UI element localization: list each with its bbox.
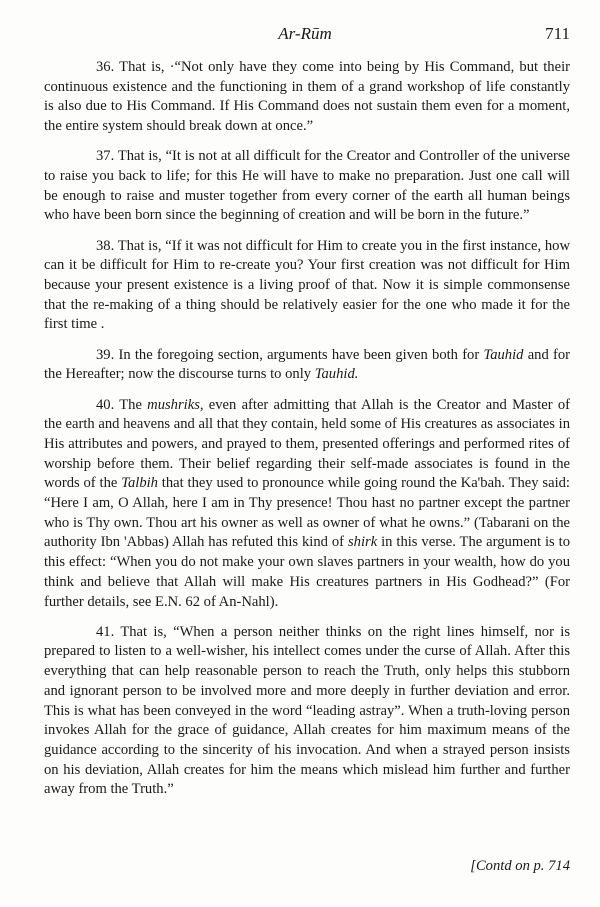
note-number: 40. (96, 396, 115, 413)
note-paragraph (44, 147, 570, 226)
note-text: The (119, 396, 148, 413)
note-text: in this verse. The argument is to this effect: “When you do not make your own slaves partners in your wealth, how do you think and believe that Allah will make His creatures partners in His Godhead?” (For further details, see E.N. 62 of An-Nahl). (44, 534, 570, 610)
note-text: even after admitting that Allah is the Creator and Master of the earth and heavens and all that they contain, held some of His creatures as associates in His attributes and powers, and prayed to them, presented offerings and performed rites of worship before them. Their belief regarding their self-made associates is found in the words of the (44, 396, 570, 492)
note-number: 41. (96, 623, 115, 640)
page-number: 711 (545, 24, 570, 43)
note-paragraph (44, 623, 570, 800)
note-number: 38. (96, 237, 115, 254)
italic-term: Talbih (121, 475, 158, 492)
note-text: that they used to pronounce while going round the Ka'bah. They said: “Here I am, O Allah, here I am in Thy presence! Thou hast no partner except the partner who is Thy own. Thou art his owner as well as owner of what he owns.” (Tabarani on the authority Ibn 'Abbas) Allah has refuted this kind of (44, 475, 570, 551)
note-paragraph (44, 346, 570, 385)
note-text: That is, “It is not at all difficult for the Creator and Controller of the universe to raise you back to life; for this He will have to make no preparation. Just one call will be enough to raise and muster together from every corner of the earth all human beings who have been born since the beginning of creation and will be born in the future.” (44, 148, 570, 224)
note-number: 39. (96, 346, 115, 363)
italic-term: Tauhid. (314, 366, 359, 383)
note-text: and for the Hereafter; now the discourse turns to only (44, 346, 571, 383)
note-paragraph (44, 58, 570, 137)
note-number: 36. (96, 59, 115, 75)
note-number: 37. (96, 148, 115, 165)
note-paragraph (44, 237, 570, 336)
note-paragraph (44, 396, 570, 613)
italic-term: mushriks, (147, 396, 204, 413)
italic-term: Tauhid (483, 346, 524, 363)
note-text: In the foregoing section, arguments have been given both for (118, 346, 484, 363)
note-text: That is, “When a person neither thinks on the right lines himself, nor is prepared to listen to a well-wisher, his intellect comes under the curse of Allah. After this everything that can help reasonable person to reach the Truth, only helps this stubborn and ignorant person to be involved more and more deeply in further deviation and error. This is what has been conveyed in the word “leading astray”. When a truth-loving person invokes Allah for the grace of guidance, Allah creates for him maximum means of the guidance according to the sincerity of his invocation. And when a strayed person insists on his deviation, Allah creates for him the means which mislead him further and further away from the Truth.” (44, 623, 571, 798)
explanatory-notes (44, 58, 570, 811)
running-header (40, 24, 570, 48)
continued-note: [Contd on p. 714 (470, 858, 570, 874)
note-text: That is, “If it was not difficult for Him to create you in the first instance, how can it be difficult for Him to re-create you? Your first creation was not difficult for Him because your present existence is a living proof of that. Now it is simple commonsense that the re-making of a thing should be relatively easier for the one who made it for the first time . (44, 237, 570, 333)
chapter-title: Ar-Rūm (278, 24, 332, 43)
note-text: That is, ·“Not only have they come into being by His Command, but their continuous existence and the functioning in them of a grand workshop of life constantly is also due to His Command. If His Command does not sustain them even for a moment, the entire system should break down at once.” (44, 59, 570, 135)
italic-term: shirk (347, 534, 378, 551)
